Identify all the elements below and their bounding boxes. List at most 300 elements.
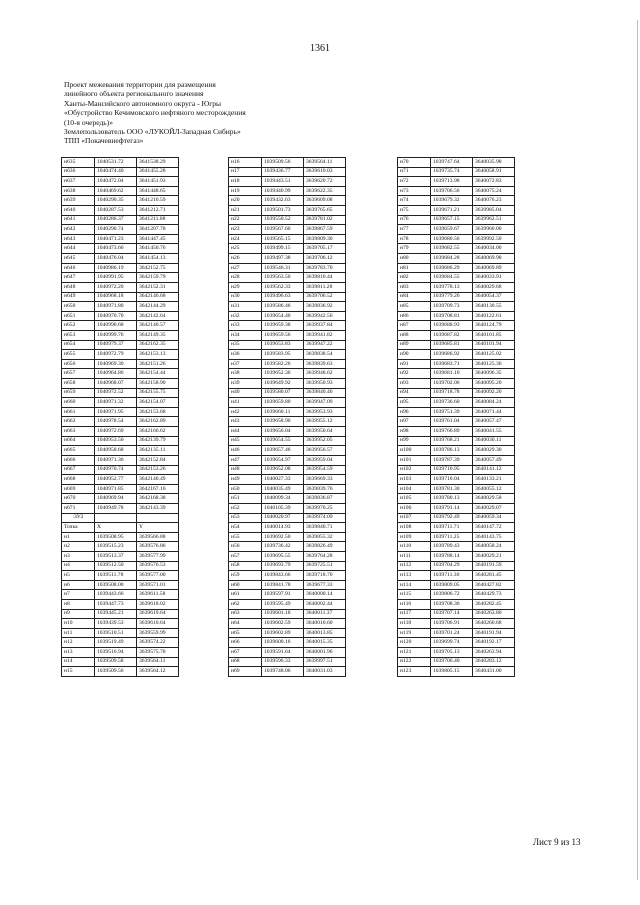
table-row <box>398 648 515 658</box>
x-cell: 1039706.40 <box>431 657 473 667</box>
x-cell: 1039512.50 <box>95 561 137 571</box>
y-cell: 3639840.46 <box>304 388 346 398</box>
table-row <box>62 657 179 667</box>
table-row <box>62 215 179 225</box>
y-cell: 3642168.38 <box>137 494 179 504</box>
y-cell: 3639764.28 <box>304 551 346 561</box>
x-cell: 1039748.06 <box>262 667 304 677</box>
y-cell: 3640263.80 <box>473 609 515 619</box>
y-cell: 3639839.63 <box>304 359 346 369</box>
point-cell: н69 <box>229 667 262 677</box>
x-cell: 1039789.43 <box>431 542 473 552</box>
table-row <box>62 263 179 273</box>
y-cell: 3640029.58 <box>473 494 515 504</box>
y-cell: 3639937.84 <box>304 321 346 331</box>
point-cell: н118 <box>398 619 431 629</box>
x-cell: 1039565.15 <box>262 234 304 244</box>
x-cell: 1039791.14 <box>431 503 473 513</box>
x-cell: 1039550.52 <box>262 215 304 225</box>
y-cell: 3640429.73 <box>473 590 515 600</box>
table-row <box>398 590 515 600</box>
x-cell: 1039519.49 <box>95 638 137 648</box>
table-row <box>62 244 179 254</box>
point-cell: н646 <box>62 263 95 273</box>
point-cell: н89 <box>398 340 431 350</box>
point-cell: н65 <box>229 628 262 638</box>
y-cell: 3642140.49 <box>137 475 179 485</box>
y-cell: 3640029.30 <box>473 446 515 456</box>
table-row <box>398 503 515 513</box>
y-cell: 3639855.32 <box>304 532 346 542</box>
point-cell: н107 <box>398 513 431 523</box>
point-cell: н664 <box>62 436 95 446</box>
x-cell: 1039711.30 <box>431 571 473 581</box>
coordinates-column-3 <box>397 157 515 677</box>
y-cell: 3639783.70 <box>304 263 346 273</box>
y-cell: 3640041.55 <box>473 427 515 437</box>
table-row <box>62 571 179 581</box>
x-cell: 1040474.40 <box>95 167 137 177</box>
table-row <box>62 503 179 513</box>
point-cell: н83 <box>398 282 431 292</box>
point-cell: н59 <box>229 571 262 581</box>
y-cell: 3642159.79 <box>137 273 179 283</box>
x-cell: 1040471.23 <box>95 234 137 244</box>
x-cell: 1040472.04 <box>95 177 137 187</box>
header-line: Проект межевания территории для размещения <box>64 80 216 89</box>
point-cell: н29 <box>229 282 262 292</box>
table-row <box>398 417 515 427</box>
y-cell: 3639574.22 <box>137 638 179 648</box>
point-cell: н27 <box>229 263 262 273</box>
table-row <box>62 667 179 677</box>
point-cell: н665 <box>62 446 95 456</box>
table-row <box>398 359 515 369</box>
x-cell: 1039692.50 <box>262 532 304 542</box>
y-cell: 3640010.60 <box>304 619 346 629</box>
x-cell: 1039671.21 <box>431 206 473 216</box>
x-cell: 1040473.66 <box>95 244 137 254</box>
y-cell: 3639960.00 <box>473 225 515 235</box>
table-row <box>398 436 515 446</box>
point-cell: н92 <box>398 369 431 379</box>
y-cell: 3640125.02 <box>473 350 515 360</box>
table-row <box>229 542 346 552</box>
y-cell: 3640055.12 <box>473 484 515 494</box>
header-line: (10-я очередь)» <box>64 117 113 127</box>
point-cell: н101 <box>398 455 431 465</box>
x-cell: 1039707.14 <box>431 609 473 619</box>
point-cell: н663 <box>62 427 95 437</box>
y-cell: 3639836.92 <box>304 302 346 312</box>
y-cell: 3640030.11 <box>473 436 515 446</box>
y-cell: 3640057.47 <box>473 417 515 427</box>
y-cell: 3640143.75 <box>473 532 515 542</box>
table-row <box>62 196 179 206</box>
x-cell: 1040290.35 <box>95 196 137 206</box>
point-cell: н22 <box>229 215 262 225</box>
y-cell: 3642151.26 <box>137 359 179 369</box>
point-cell: н64 <box>229 619 262 629</box>
y-cell: 3639811.28 <box>304 282 346 292</box>
x-cell: 1039654.97 <box>262 455 304 465</box>
y-cell: 3639838.54 <box>304 350 346 360</box>
table-row <box>62 254 179 264</box>
table-row <box>62 379 179 389</box>
point-cell: н67 <box>229 648 262 658</box>
y-cell: 3642162.89 <box>137 417 179 427</box>
sheet-number: Лист 9 из 13 <box>533 837 581 847</box>
point-cell: :ЗУ2 <box>62 513 95 523</box>
table-row <box>229 158 346 168</box>
table-row <box>229 484 346 494</box>
point-cell: н115 <box>398 590 431 600</box>
x-cell: 1040971.85 <box>95 484 137 494</box>
y-cell: 3640281.45 <box>473 571 515 581</box>
y-cell: 3640263.94 <box>473 648 515 658</box>
point-cell: н11 <box>62 628 95 638</box>
point-cell: н109 <box>398 532 431 542</box>
table-row <box>398 532 515 542</box>
y-cell: 3640130.55 <box>473 302 515 312</box>
x-cell: 1039680.56 <box>431 234 473 244</box>
x-cell: 1039497.38 <box>262 254 304 264</box>
point-cell: н668 <box>62 475 95 485</box>
table-row <box>229 196 346 206</box>
x-cell: 1039792.49 <box>431 513 473 523</box>
x-cell: 1039841.78 <box>262 580 304 590</box>
coordinates-table-1 <box>61 157 179 677</box>
table-row <box>62 465 179 475</box>
point-cell: н57 <box>229 551 262 561</box>
y-cell: 3639575.78 <box>137 648 179 658</box>
y-cell: 3642153.68 <box>137 407 179 417</box>
point-cell: н21 <box>229 206 262 216</box>
point-cell: н94 <box>398 388 431 398</box>
table-row <box>229 177 346 187</box>
point-cell: н105 <box>398 494 431 504</box>
y-cell: 3640122.61 <box>473 311 515 321</box>
document-header <box>64 80 364 146</box>
point-cell: н26 <box>229 254 262 264</box>
x-cell: 1039788.14 <box>431 551 473 561</box>
point-cell: н9 <box>62 609 95 619</box>
y-cell: 3639677.33 <box>304 580 346 590</box>
page-number: 1361 <box>310 43 330 54</box>
table-row <box>398 292 515 302</box>
y-cell: 3642143.39 <box>137 503 179 513</box>
x-cell: 1039693.79 <box>262 561 304 571</box>
y-cell: 3639959.04 <box>304 455 346 465</box>
table-row <box>398 542 515 552</box>
point-cell: н72 <box>398 177 431 187</box>
x-cell <box>95 513 137 523</box>
table-row <box>229 321 346 331</box>
x-cell: 1039713.98 <box>431 177 473 187</box>
y-cell: 3640101.94 <box>473 340 515 350</box>
table-row <box>229 551 346 561</box>
x-cell: 1039516.94 <box>95 648 137 658</box>
table-row <box>229 580 346 590</box>
x-cell: 1039659.38 <box>262 321 304 331</box>
table-row <box>229 311 346 321</box>
y-cell: 3640191.59 <box>473 561 515 571</box>
y-cell: 3639952.05 <box>304 436 346 446</box>
x-cell: 1039705.13 <box>431 648 473 658</box>
table-row <box>398 494 515 504</box>
point-cell: н63 <box>229 609 262 619</box>
x-cell: 1040972.69 <box>95 427 137 437</box>
table-row <box>398 465 515 475</box>
y-cell: 3639618.02 <box>137 600 179 610</box>
x-cell: 1040978.54 <box>95 417 137 427</box>
point-cell: н647 <box>62 273 95 283</box>
x-cell: 1040968.07 <box>95 379 137 389</box>
point-cell: н88 <box>398 330 431 340</box>
point-cell: н37 <box>229 359 262 369</box>
table-row <box>398 263 515 273</box>
point-cell: н10 <box>62 619 95 629</box>
y-cell: 3639948.62 <box>304 369 346 379</box>
y-cell: 3640057.49 <box>473 455 515 465</box>
x-cell: 1039786.13 <box>431 446 473 456</box>
point-cell: н103 <box>398 475 431 485</box>
table-row <box>229 513 346 523</box>
table-row <box>229 273 346 283</box>
point-cell: н42 <box>229 407 262 417</box>
x-cell: 1039809.05 <box>431 580 473 590</box>
point-cell: н110 <box>398 542 431 552</box>
y-cell: 3642155.75 <box>137 388 179 398</box>
table-row <box>398 158 515 168</box>
point-cell: н635 <box>62 158 95 168</box>
table-row <box>62 167 179 177</box>
y-cell: 3642162.35 <box>137 340 179 350</box>
y-cell: 3639970.25 <box>304 503 346 513</box>
x-cell: 1039586.46 <box>262 302 304 312</box>
table-row <box>62 513 179 523</box>
point-cell: н4 <box>62 561 95 571</box>
table-row <box>229 600 346 610</box>
point-cell: н119 <box>398 628 431 638</box>
y-cell: 3642146.68 <box>137 292 179 302</box>
point-cell: н108 <box>398 523 431 533</box>
x-cell: 1039595.49 <box>262 600 304 610</box>
point-cell: н636 <box>62 167 95 177</box>
y-cell: 3640072.83 <box>473 177 515 187</box>
point-cell: н38 <box>229 369 262 379</box>
y-cell: 3639947.22 <box>304 340 346 350</box>
y-cell: 3639985.04 <box>473 206 515 216</box>
y-cell: 3640431.00 <box>473 667 515 677</box>
x-cell: 1040968.18 <box>95 292 137 302</box>
y-cell: 3640001.96 <box>304 648 346 658</box>
table-row <box>229 436 346 446</box>
y-cell: 3642135.11 <box>137 446 179 456</box>
scan-edge-line <box>637 20 638 880</box>
x-cell: 1039509.56 <box>95 667 137 677</box>
point-cell: н32 <box>229 311 262 321</box>
point-cell: н50 <box>229 484 262 494</box>
x-cell: 1039496.63 <box>262 292 304 302</box>
y-cell: 3640029.07 <box>473 503 515 513</box>
table-row <box>229 186 346 196</box>
y-cell <box>137 513 179 523</box>
point-cell: н660 <box>62 398 95 408</box>
x-cell: 1039510.51 <box>95 628 137 638</box>
x-cell: 1039708.36 <box>431 600 473 610</box>
table-row <box>62 225 179 235</box>
x-cell: 1039597.91 <box>262 590 304 600</box>
x-cell: 1040953.50 <box>95 436 137 446</box>
y-cell: 3639610.64 <box>137 619 179 629</box>
y-cell: 3642149.35 <box>137 330 179 340</box>
table-row <box>62 177 179 187</box>
y-cell: 3641451.93 <box>137 177 179 187</box>
y-cell: 3639718.70 <box>304 571 346 581</box>
table-row <box>229 503 346 513</box>
x-cell: 1040027.33 <box>262 475 304 485</box>
point-cell: н34 <box>229 330 262 340</box>
point-cell: н43 <box>229 417 262 427</box>
x-cell: 1039447.73 <box>95 600 137 610</box>
y-cell: 3639941.82 <box>304 330 346 340</box>
x-cell: 1040971.95 <box>95 407 137 417</box>
point-cell: н28 <box>229 273 262 283</box>
table-row <box>62 158 179 168</box>
point-cell: н648 <box>62 282 95 292</box>
table-row <box>62 340 179 350</box>
table-row <box>229 532 346 542</box>
table-row <box>229 263 346 273</box>
coordinates-column-1 <box>61 157 179 677</box>
y-cell: 3639809.30 <box>304 234 346 244</box>
x-cell: 1040476.04 <box>95 254 137 264</box>
point-cell: н25 <box>229 244 262 254</box>
table-row <box>229 657 346 667</box>
table-row <box>229 369 346 379</box>
x-cell: 1040969.30 <box>95 359 137 369</box>
x-cell: 1039563.50 <box>262 273 304 283</box>
y-cell: 3639836.87 <box>304 494 346 504</box>
point-cell: н82 <box>398 273 431 283</box>
point-cell: н667 <box>62 465 95 475</box>
y-cell: 3640059.34 <box>473 513 515 523</box>
y-cell: 3641447.45 <box>137 234 179 244</box>
coordinates-column-2 <box>228 157 346 677</box>
header-line: Ханты-Мансийского автономного округа - Югры <box>64 98 222 108</box>
x-cell: 1040971.80 <box>95 302 137 312</box>
table-row <box>62 282 179 292</box>
y-cell: 3639867.59 <box>304 225 346 235</box>
point-cell: н644 <box>62 244 95 254</box>
point-cell: н656 <box>62 359 95 369</box>
table-row <box>229 398 346 408</box>
x-cell: 1040469.62 <box>95 186 137 196</box>
point-cell: н1 <box>62 532 95 542</box>
point-cell: н81 <box>398 263 431 273</box>
y-cell: 3639566.88 <box>137 532 179 542</box>
table-row <box>62 417 179 427</box>
table-row <box>398 196 515 206</box>
table-row <box>62 292 179 302</box>
x-cell: 1040099.34 <box>262 494 304 504</box>
table-row <box>62 648 179 658</box>
point-cell: н74 <box>398 196 431 206</box>
y-cell: 3639669.33 <box>304 475 346 485</box>
point-cell: н662 <box>62 417 95 427</box>
y-cell: 3639564.11 <box>137 657 179 667</box>
point-cell: н54 <box>229 523 262 533</box>
y-cell: 3642140.57 <box>137 321 179 331</box>
y-cell: 3640133.21 <box>473 475 515 485</box>
y-cell: 3639974.09 <box>304 513 346 523</box>
point-cell: н30 <box>229 292 262 302</box>
table-row <box>62 628 179 638</box>
table-row <box>398 427 515 437</box>
table-row <box>62 580 179 590</box>
point-cell: Точка <box>62 523 95 533</box>
point-cell: н78 <box>398 234 431 244</box>
table-row <box>229 292 346 302</box>
x-cell: 1040286.37 <box>95 215 137 225</box>
x-cell: 1039499.15 <box>262 244 304 254</box>
point-cell: н60 <box>229 580 262 590</box>
y-cell: 3639559.99 <box>137 628 179 638</box>
table-row <box>62 542 179 552</box>
y-cell: 3642166.62 <box>137 427 179 437</box>
y-cell: 3640058.24 <box>473 542 515 552</box>
table-row <box>398 167 515 177</box>
table-row <box>229 379 346 389</box>
point-cell: н77 <box>398 225 431 235</box>
x-cell: 1039687.82 <box>431 330 473 340</box>
point-cell: н122 <box>398 657 431 667</box>
y-cell: 3640125.36 <box>473 359 515 369</box>
table-row <box>62 561 179 571</box>
x-cell: 1039747.64 <box>431 158 473 168</box>
y-cell: 3639576.86 <box>137 542 179 552</box>
y-cell: 3639576.53 <box>137 561 179 571</box>
y-cell: 3639705.17 <box>304 244 346 254</box>
x-cell: 1040999.76 <box>95 330 137 340</box>
x-cell: 1040287.53 <box>95 206 137 216</box>
point-cell: н91 <box>398 359 431 369</box>
x-cell: 1039781.30 <box>431 484 473 494</box>
point-cell: н116 <box>398 600 431 610</box>
x-cell: 1039704.29 <box>431 561 473 571</box>
point-cell: н33 <box>229 321 262 331</box>
point-cell: н111 <box>398 551 431 561</box>
x-cell: 1039685.81 <box>431 340 473 350</box>
point-cell: н15 <box>62 667 95 677</box>
table-row <box>229 609 346 619</box>
x-cell: 1039805.15 <box>431 667 473 677</box>
y-cell: 3639611.58 <box>137 590 179 600</box>
y-cell: 3639725.51 <box>304 561 346 571</box>
y-cell: 3639571.01 <box>137 580 179 590</box>
y-cell: 3639622.35 <box>304 186 346 196</box>
point-cell: н7 <box>62 590 95 600</box>
y-cell: 3640031.03 <box>304 667 346 677</box>
x-cell: 1040990.68 <box>95 321 137 331</box>
y-cell: 3639947.09 <box>304 398 346 408</box>
y-cell: 3640283.12 <box>473 657 515 667</box>
table-row <box>62 186 179 196</box>
table-row <box>398 330 515 340</box>
table-row <box>398 369 515 379</box>
point-cell: н2 <box>62 542 95 552</box>
